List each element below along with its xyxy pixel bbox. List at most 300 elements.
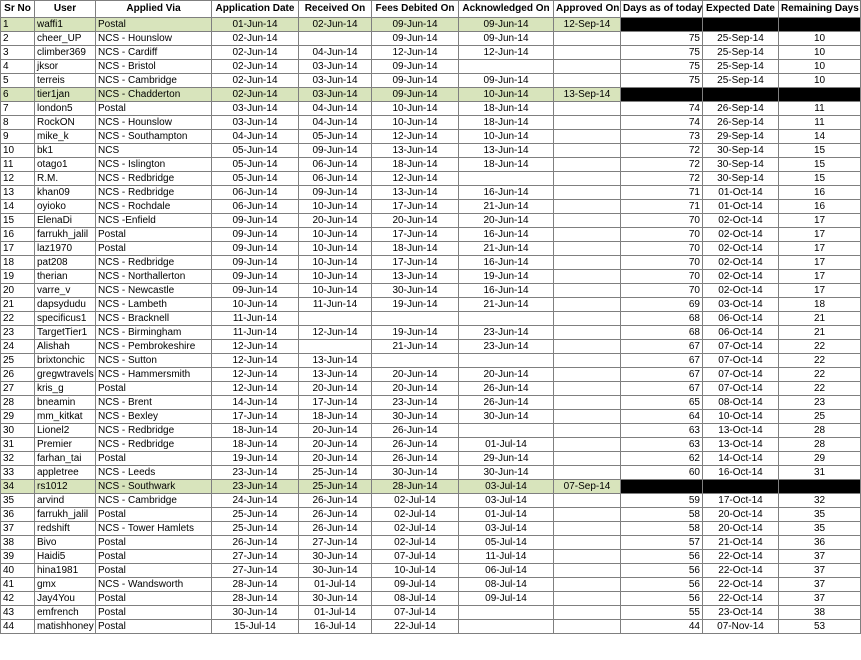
acknowledged-cell: 30-Jun-14	[459, 410, 554, 424]
user-cell: oyioko	[35, 200, 96, 214]
received-on-cell: 26-Jun-14	[299, 494, 372, 508]
acknowledged-cell: 03-Jul-14	[459, 494, 554, 508]
fees-debited-cell: 26-Jun-14	[372, 424, 459, 438]
fees-debited-cell: 09-Jun-14	[372, 60, 459, 74]
sr-no-cell: 7	[1, 102, 35, 116]
applied-via-cell: NCS - Hammersmith	[96, 368, 212, 382]
user-cell: farrukh_jalil	[35, 508, 96, 522]
applied-via-cell: Postal	[96, 18, 212, 32]
acknowledged-cell	[459, 60, 554, 74]
fees-debited-cell: 09-Jun-14	[372, 18, 459, 32]
remaining-days-cell: 11	[779, 116, 861, 130]
header-row	[1, 1, 861, 18]
approved-on-cell	[554, 550, 621, 564]
application-date-cell: 02-Jun-14	[212, 32, 299, 46]
sr-no-cell: 16	[1, 228, 35, 242]
approved-on-cell	[554, 466, 621, 480]
user-cell: pat208	[35, 256, 96, 270]
fees-debited-cell: 07-Jul-14	[372, 606, 459, 620]
application-date-cell: 27-Jun-14	[212, 550, 299, 564]
approved-on-cell	[554, 228, 621, 242]
remaining-days-cell: 21	[779, 326, 861, 340]
application-date-cell: 26-Jun-14	[212, 536, 299, 550]
sr-no-cell: 27	[1, 382, 35, 396]
application-date-cell: 11-Jun-14	[212, 326, 299, 340]
acknowledged-cell: 10-Jun-14	[459, 130, 554, 144]
fees-debited-cell: 09-Jun-14	[372, 32, 459, 46]
days-cell: 75	[621, 46, 703, 60]
user-cell: varre_v	[35, 284, 96, 298]
table-row	[1, 46, 861, 60]
remaining-days-cell	[779, 18, 861, 32]
applied-via-cell: Postal	[96, 606, 212, 620]
fees-debited-cell: 22-Jul-14	[372, 620, 459, 634]
fees-debited-cell: 17-Jun-14	[372, 228, 459, 242]
sr-no-cell: 9	[1, 130, 35, 144]
remaining-days-cell: 17	[779, 228, 861, 242]
expected-date-cell: 07-Oct-14	[703, 382, 779, 396]
sr-no-cell: 43	[1, 606, 35, 620]
received-on-cell	[299, 340, 372, 354]
days-cell: 58	[621, 522, 703, 536]
application-date-cell: 06-Jun-14	[212, 200, 299, 214]
applied-via-cell: NCS - Bexley	[96, 410, 212, 424]
table-row	[1, 508, 861, 522]
user-cell: Premier	[35, 438, 96, 452]
table-row	[1, 172, 861, 186]
sr-no-cell: 28	[1, 396, 35, 410]
approved-on-cell	[554, 382, 621, 396]
approved-on-cell: 07-Sep-14	[554, 480, 621, 494]
application-date-cell: 18-Jun-14	[212, 438, 299, 452]
application-date-cell: 09-Jun-14	[212, 256, 299, 270]
user-cell: khan09	[35, 186, 96, 200]
days-cell	[621, 18, 703, 32]
days-cell: 56	[621, 578, 703, 592]
table-row	[1, 620, 861, 634]
expected-date-cell: 08-Oct-14	[703, 396, 779, 410]
applied-via-cell: NCS - Pembrokeshire	[96, 340, 212, 354]
column-header: Applied Via	[96, 1, 212, 18]
days-cell: 75	[621, 60, 703, 74]
received-on-cell: 30-Jun-14	[299, 564, 372, 578]
approved-on-cell	[554, 410, 621, 424]
sr-no-cell: 31	[1, 438, 35, 452]
approved-on-cell	[554, 354, 621, 368]
received-on-cell: 04-Jun-14	[299, 116, 372, 130]
acknowledged-cell: 29-Jun-14	[459, 452, 554, 466]
application-date-cell: 25-Jun-14	[212, 508, 299, 522]
remaining-days-cell: 53	[779, 620, 861, 634]
remaining-days-cell: 15	[779, 172, 861, 186]
approved-on-cell	[554, 298, 621, 312]
fees-debited-cell: 13-Jun-14	[372, 144, 459, 158]
expected-date-cell	[703, 18, 779, 32]
days-cell: 56	[621, 564, 703, 578]
remaining-days-cell: 10	[779, 74, 861, 88]
sr-no-cell: 33	[1, 466, 35, 480]
acknowledged-cell	[459, 606, 554, 620]
days-cell: 74	[621, 116, 703, 130]
acknowledged-cell: 23-Jun-14	[459, 326, 554, 340]
remaining-days-cell: 22	[779, 340, 861, 354]
table-row	[1, 396, 861, 410]
user-cell: hina1981	[35, 564, 96, 578]
user-cell: bk1	[35, 144, 96, 158]
received-on-cell: 30-Jun-14	[299, 592, 372, 606]
sr-no-cell: 20	[1, 284, 35, 298]
application-date-cell: 09-Jun-14	[212, 228, 299, 242]
days-cell: 75	[621, 74, 703, 88]
sr-no-cell: 13	[1, 186, 35, 200]
application-date-cell: 11-Jun-14	[212, 312, 299, 326]
received-on-cell: 13-Jun-14	[299, 368, 372, 382]
received-on-cell: 18-Jun-14	[299, 410, 372, 424]
acknowledged-cell: 26-Jun-14	[459, 396, 554, 410]
application-date-cell: 02-Jun-14	[212, 46, 299, 60]
days-cell: 56	[621, 592, 703, 606]
applied-via-cell: Postal	[96, 592, 212, 606]
application-date-cell: 02-Jun-14	[212, 88, 299, 102]
received-on-cell: 10-Jun-14	[299, 284, 372, 298]
remaining-days-cell: 10	[779, 60, 861, 74]
table-row	[1, 228, 861, 242]
expected-date-cell: 16-Oct-14	[703, 466, 779, 480]
expected-date-cell: 20-Oct-14	[703, 508, 779, 522]
fees-debited-cell: 02-Jul-14	[372, 508, 459, 522]
expected-date-cell: 02-Oct-14	[703, 228, 779, 242]
table-row	[1, 564, 861, 578]
sr-no-cell: 39	[1, 550, 35, 564]
expected-date-cell: 26-Sep-14	[703, 116, 779, 130]
received-on-cell: 10-Jun-14	[299, 256, 372, 270]
approved-on-cell	[554, 424, 621, 438]
applied-via-cell: Postal	[96, 508, 212, 522]
table-row	[1, 354, 861, 368]
expected-date-cell: 25-Sep-14	[703, 46, 779, 60]
table-row	[1, 382, 861, 396]
acknowledged-cell: 19-Jun-14	[459, 270, 554, 284]
expected-date-cell: 06-Oct-14	[703, 326, 779, 340]
applied-via-cell: NCS - Redbridge	[96, 172, 212, 186]
received-on-cell: 10-Jun-14	[299, 270, 372, 284]
received-on-cell: 10-Jun-14	[299, 242, 372, 256]
table-row	[1, 32, 861, 46]
sr-no-cell: 15	[1, 214, 35, 228]
remaining-days-cell: 17	[779, 256, 861, 270]
received-on-cell: 17-Jun-14	[299, 396, 372, 410]
table-row	[1, 242, 861, 256]
sr-no-cell: 22	[1, 312, 35, 326]
sr-no-cell: 41	[1, 578, 35, 592]
user-cell: Alishah	[35, 340, 96, 354]
application-date-cell: 04-Jun-14	[212, 130, 299, 144]
application-date-cell: 05-Jun-14	[212, 158, 299, 172]
fees-debited-cell: 28-Jun-14	[372, 480, 459, 494]
remaining-days-cell: 22	[779, 382, 861, 396]
days-cell: 70	[621, 214, 703, 228]
applied-via-cell: NCS - Sutton	[96, 354, 212, 368]
days-cell: 70	[621, 242, 703, 256]
application-date-cell: 30-Jun-14	[212, 606, 299, 620]
expected-date-cell: 07-Nov-14	[703, 620, 779, 634]
days-cell	[621, 88, 703, 102]
sr-no-cell: 26	[1, 368, 35, 382]
expected-date-cell: 02-Oct-14	[703, 284, 779, 298]
expected-date-cell	[703, 88, 779, 102]
applied-via-cell: Postal	[96, 242, 212, 256]
application-date-cell: 24-Jun-14	[212, 494, 299, 508]
approved-on-cell	[554, 242, 621, 256]
user-cell: dapsydudu	[35, 298, 96, 312]
user-cell: mm_kitkat	[35, 410, 96, 424]
approved-on-cell	[554, 536, 621, 550]
expected-date-cell: 07-Oct-14	[703, 340, 779, 354]
approved-on-cell	[554, 74, 621, 88]
applied-via-cell: NCS - Cambridge	[96, 74, 212, 88]
table-row	[1, 116, 861, 130]
remaining-days-cell: 16	[779, 200, 861, 214]
expected-date-cell: 22-Oct-14	[703, 578, 779, 592]
user-cell: london5	[35, 102, 96, 116]
application-date-cell: 03-Jun-14	[212, 116, 299, 130]
table-row	[1, 578, 861, 592]
applied-via-cell: NCS - Northallerton	[96, 270, 212, 284]
table-row	[1, 424, 861, 438]
fees-debited-cell: 07-Jul-14	[372, 550, 459, 564]
days-cell: 69	[621, 298, 703, 312]
fees-debited-cell: 13-Jun-14	[372, 186, 459, 200]
received-on-cell: 25-Jun-14	[299, 466, 372, 480]
user-cell: matishhoney	[35, 620, 96, 634]
days-cell: 72	[621, 172, 703, 186]
remaining-days-cell: 37	[779, 592, 861, 606]
sr-no-cell: 40	[1, 564, 35, 578]
user-cell: gmx	[35, 578, 96, 592]
applied-via-cell: NCS - Hounslow	[96, 116, 212, 130]
application-date-cell: 05-Jun-14	[212, 172, 299, 186]
acknowledged-cell: 16-Jun-14	[459, 284, 554, 298]
received-on-cell: 11-Jun-14	[299, 298, 372, 312]
user-cell: TargetTier1	[35, 326, 96, 340]
expected-date-cell: 02-Oct-14	[703, 214, 779, 228]
approved-on-cell	[554, 522, 621, 536]
fees-debited-cell: 02-Jul-14	[372, 522, 459, 536]
fees-debited-cell: 10-Jun-14	[372, 116, 459, 130]
acknowledged-cell	[459, 354, 554, 368]
column-header: Expected Date	[703, 1, 779, 18]
table-row	[1, 158, 861, 172]
sr-no-cell: 14	[1, 200, 35, 214]
days-cell: 70	[621, 228, 703, 242]
remaining-days-cell: 11	[779, 102, 861, 116]
fees-debited-cell: 30-Jun-14	[372, 466, 459, 480]
application-date-cell: 02-Jun-14	[212, 60, 299, 74]
remaining-days-cell: 17	[779, 242, 861, 256]
sr-no-cell: 36	[1, 508, 35, 522]
days-cell: 75	[621, 32, 703, 46]
column-header: Application Date	[212, 1, 299, 18]
user-cell: redshift	[35, 522, 96, 536]
table-row	[1, 312, 861, 326]
user-cell: R.M.	[35, 172, 96, 186]
acknowledged-cell: 03-Jul-14	[459, 522, 554, 536]
remaining-days-cell: 21	[779, 312, 861, 326]
acknowledged-cell: 21-Jun-14	[459, 242, 554, 256]
approved-on-cell	[554, 494, 621, 508]
approved-on-cell	[554, 116, 621, 130]
remaining-days-cell: 29	[779, 452, 861, 466]
column-header: Acknowledged On	[459, 1, 554, 18]
remaining-days-cell: 37	[779, 550, 861, 564]
acknowledged-cell: 12-Jun-14	[459, 46, 554, 60]
sr-no-cell: 34	[1, 480, 35, 494]
applied-via-cell: NCS - Wandsworth	[96, 578, 212, 592]
column-header: Sr No	[1, 1, 35, 18]
applied-via-cell: NCS - Cambridge	[96, 494, 212, 508]
fees-debited-cell: 17-Jun-14	[372, 200, 459, 214]
days-cell: 44	[621, 620, 703, 634]
expected-date-cell: 06-Oct-14	[703, 312, 779, 326]
acknowledged-cell: 21-Jun-14	[459, 298, 554, 312]
user-cell: bneamin	[35, 396, 96, 410]
received-on-cell: 26-Jun-14	[299, 522, 372, 536]
table-row	[1, 298, 861, 312]
remaining-days-cell: 37	[779, 578, 861, 592]
fees-debited-cell: 02-Jul-14	[372, 494, 459, 508]
remaining-days-cell: 15	[779, 144, 861, 158]
approved-on-cell	[554, 452, 621, 466]
approved-on-cell	[554, 200, 621, 214]
user-cell: brixtonchic	[35, 354, 96, 368]
days-cell: 57	[621, 536, 703, 550]
approved-on-cell	[554, 564, 621, 578]
received-on-cell: 25-Jun-14	[299, 480, 372, 494]
received-on-cell: 20-Jun-14	[299, 438, 372, 452]
application-date-cell: 28-Jun-14	[212, 578, 299, 592]
applied-via-cell: NCS - Bristol	[96, 60, 212, 74]
days-cell: 73	[621, 130, 703, 144]
table-row	[1, 466, 861, 480]
sr-no-cell: 11	[1, 158, 35, 172]
application-date-cell: 23-Jun-14	[212, 480, 299, 494]
fees-debited-cell	[372, 312, 459, 326]
acknowledged-cell: 09-Jul-14	[459, 592, 554, 606]
acknowledged-cell: 08-Jul-14	[459, 578, 554, 592]
days-cell: 63	[621, 424, 703, 438]
expected-date-cell: 03-Oct-14	[703, 298, 779, 312]
sr-no-cell: 44	[1, 620, 35, 634]
expected-date-cell: 20-Oct-14	[703, 522, 779, 536]
received-on-cell: 20-Jun-14	[299, 214, 372, 228]
user-cell: Haidi5	[35, 550, 96, 564]
table-row	[1, 200, 861, 214]
table-row	[1, 410, 861, 424]
user-cell: laz1970	[35, 242, 96, 256]
approved-on-cell	[554, 606, 621, 620]
user-cell: RockON	[35, 116, 96, 130]
remaining-days-cell: 17	[779, 270, 861, 284]
table-row	[1, 368, 861, 382]
approved-on-cell	[554, 32, 621, 46]
sr-no-cell: 4	[1, 60, 35, 74]
remaining-days-cell	[779, 88, 861, 102]
applied-via-cell: Postal	[96, 452, 212, 466]
fees-debited-cell: 08-Jul-14	[372, 592, 459, 606]
applied-via-cell: NCS	[96, 144, 212, 158]
days-cell: 67	[621, 340, 703, 354]
sr-no-cell: 8	[1, 116, 35, 130]
remaining-days-cell: 32	[779, 494, 861, 508]
sr-no-cell: 3	[1, 46, 35, 60]
expected-date-cell: 23-Oct-14	[703, 606, 779, 620]
sr-no-cell: 29	[1, 410, 35, 424]
application-date-cell: 18-Jun-14	[212, 424, 299, 438]
applied-via-cell: NCS - Southwark	[96, 480, 212, 494]
expected-date-cell: 10-Oct-14	[703, 410, 779, 424]
user-cell: farhan_tai	[35, 452, 96, 466]
sr-no-cell: 18	[1, 256, 35, 270]
received-on-cell: 30-Jun-14	[299, 550, 372, 564]
remaining-days-cell: 23	[779, 396, 861, 410]
application-date-cell: 09-Jun-14	[212, 284, 299, 298]
acknowledged-cell: 01-Jul-14	[459, 508, 554, 522]
application-date-cell: 06-Jun-14	[212, 186, 299, 200]
user-cell: appletree	[35, 466, 96, 480]
applied-via-cell: NCS - Birmingham	[96, 326, 212, 340]
received-on-cell: 10-Jun-14	[299, 228, 372, 242]
approved-on-cell	[554, 438, 621, 452]
received-on-cell: 03-Jun-14	[299, 60, 372, 74]
table-row	[1, 326, 861, 340]
received-on-cell: 06-Jun-14	[299, 158, 372, 172]
approved-on-cell	[554, 46, 621, 60]
fees-debited-cell: 18-Jun-14	[372, 242, 459, 256]
approved-on-cell	[554, 186, 621, 200]
received-on-cell: 05-Jun-14	[299, 130, 372, 144]
table-row	[1, 480, 861, 494]
days-cell: 74	[621, 102, 703, 116]
acknowledged-cell: 13-Jun-14	[459, 144, 554, 158]
user-cell: otago1	[35, 158, 96, 172]
days-cell: 64	[621, 410, 703, 424]
acknowledged-cell	[459, 620, 554, 634]
received-on-cell: 12-Jun-14	[299, 326, 372, 340]
applied-via-cell: NCS - Leeds	[96, 466, 212, 480]
expected-date-cell: 02-Oct-14	[703, 242, 779, 256]
application-date-cell: 12-Jun-14	[212, 382, 299, 396]
applied-via-cell: NCS - Lambeth	[96, 298, 212, 312]
application-date-cell: 05-Jun-14	[212, 144, 299, 158]
acknowledged-cell: 09-Jun-14	[459, 18, 554, 32]
user-cell: arvind	[35, 494, 96, 508]
received-on-cell: 09-Jun-14	[299, 144, 372, 158]
table-row	[1, 88, 861, 102]
received-on-cell: 03-Jun-14	[299, 88, 372, 102]
received-on-cell: 20-Jun-14	[299, 424, 372, 438]
expected-date-cell: 21-Oct-14	[703, 536, 779, 550]
applied-via-cell: NCS - Bracknell	[96, 312, 212, 326]
applied-via-cell: Postal	[96, 382, 212, 396]
acknowledged-cell: 21-Jun-14	[459, 200, 554, 214]
remaining-days-cell: 14	[779, 130, 861, 144]
application-date-cell: 27-Jun-14	[212, 564, 299, 578]
table-row	[1, 270, 861, 284]
expected-date-cell: 01-Oct-14	[703, 200, 779, 214]
approved-on-cell	[554, 214, 621, 228]
user-cell: rs1012	[35, 480, 96, 494]
expected-date-cell: 30-Sep-14	[703, 144, 779, 158]
